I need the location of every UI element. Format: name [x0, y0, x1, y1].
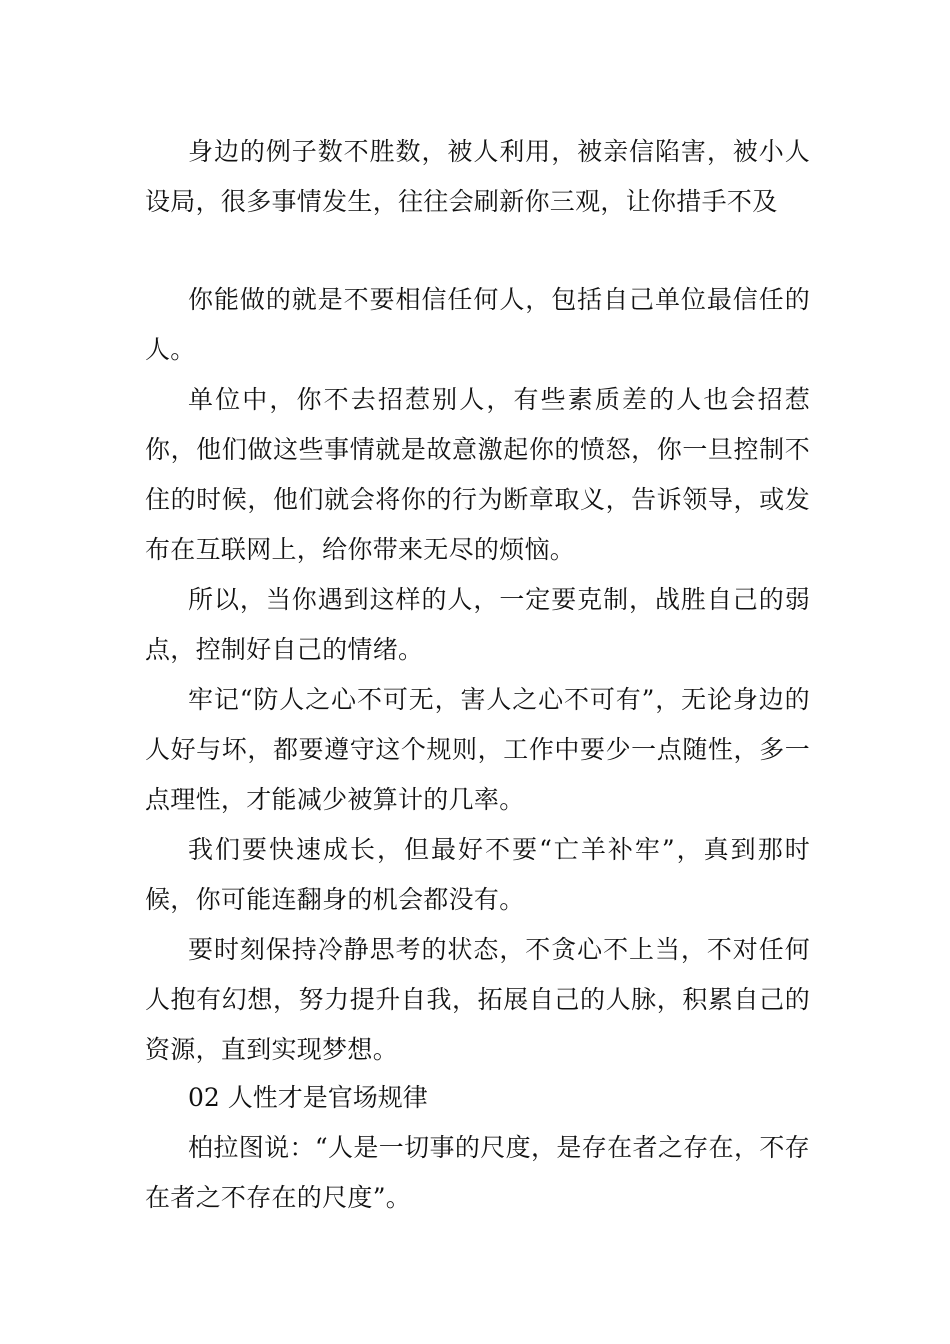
paragraph-stay-calm: 要时刻保持冷静思考的状态，不贪心不上当，不对任何人抱有幻想，努力提升自我，拓展自己的人脉，积累自己的资源，直到实现梦想。: [145, 935, 810, 1064]
paragraph-remember-rule: 牢记“防人之心不可无，害人之心不可有”，无论身边的人好与坏，都要遵守这个规则，工作中要少一点随性，多一点理性，才能减少被算计的几率。: [145, 685, 810, 814]
paragraph-trust-no-one: 你能做的就是不要相信任何人，包括自己单位最信任的人。: [145, 285, 810, 364]
paragraph-examples: 身边的例子数不胜数，被人利用，被亲信陷害，被小人设局，很多事情发生，往往会刷新你三观，让你措手不及: [145, 137, 810, 216]
paragraph-self-control: 所以，当你遇到这样的人，一定要克制，战胜自己的弱点，控制好自己的情绪。: [145, 585, 810, 664]
paragraph-provocation: 单位中，你不去招惹别人，有些素质差的人也会招惹你，他们做这些事情就是故意激起你的愤怒，你一旦控制不住的时候，他们就会将你的行为断章取义，告诉领导，或发布在互联网上，给你带来无尽的烦恼。: [145, 385, 810, 564]
section-heading: 02 人性才是官场规律: [188, 1083, 428, 1112]
paragraph-grow-fast: 我们要快速成长，但最好不要“亡羊补牢”，真到那时候，你可能连翻身的机会都没有。: [145, 835, 810, 914]
paragraph-plato-quote: 柏拉图说：“人是一切事的尺度，是存在者之存在，不存在者之不存在的尺度”。: [145, 1133, 810, 1212]
